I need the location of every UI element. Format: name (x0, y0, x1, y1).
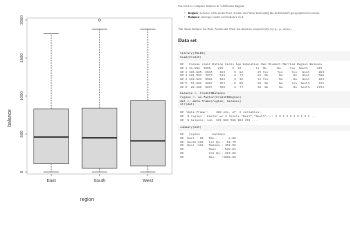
output-lines-2 (180, 111, 348, 122)
code-lines-2 (180, 92, 348, 107)
code-line: ## 6 80.180 8047 569 4 77 10 No No No South 1151 (180, 85, 325, 89)
code-line: ## East : 99 Min. : 0.00 (180, 136, 240, 140)
x-tick-label: South (93, 178, 106, 183)
output-lines-1 (180, 63, 348, 90)
code-line: head(Credit) (180, 55, 202, 59)
box-iqr (34, 109, 69, 164)
document-page (178, 0, 350, 206)
y-tick-label: 1500 (19, 53, 24, 63)
code-line: ## 3 104.593 7075 514 4 71 11 No No No West 580 (180, 74, 325, 78)
code-line: ## $ region : Factor w/ 3 levels "East","South",..: 2 3 3 3 2 3 2 2 3 1 ... (180, 114, 317, 118)
y-tick-label: 500 (19, 130, 24, 138)
code-line: summary(dat) (180, 126, 202, 129)
code-line: ## 1 14.891 3606 283 2 34 11 No No Yes South 333 (180, 66, 323, 70)
box-iqr (130, 101, 165, 166)
code-line: ## South:199 1st Qu.: 68.75 (180, 140, 240, 144)
y-tick-label: 0 (19, 170, 24, 174)
section-heading-data-set: Data set (178, 38, 197, 44)
code-lines-1 (180, 52, 348, 60)
x-tick-label: East (46, 178, 56, 183)
code-line: ## $ balance: num 333 903 580 964 331 ... (180, 118, 258, 122)
output-block-1 (178, 62, 350, 91)
y-tick-label: 2000 (19, 15, 24, 25)
boxplot-chart (0, 0, 175, 206)
box-west (130, 29, 165, 172)
bullet-region-text: : A factor with levels East, South, and West indicating the individual's geographical location. (197, 11, 320, 15)
output-block-3 (178, 132, 350, 161)
variable-list (184, 11, 344, 19)
x-axis-label: region (80, 197, 94, 203)
code-line: str(dat) (180, 103, 195, 107)
code-line: ## 4 148.924 9504 681 3 36 11 Yes No No West 964 (180, 78, 325, 82)
output-lines-3 (180, 133, 348, 160)
y-tick-label: 1000 (19, 91, 24, 101)
code-line: library(ISLR2) (180, 52, 206, 55)
code-line: balance <- Credit$Balance (180, 92, 226, 95)
outlier-point (98, 19, 100, 21)
bullet-balance (184, 15, 344, 19)
code-block-2 (178, 91, 350, 108)
bullet-region-term: Region (188, 11, 198, 15)
boxplot-figure (0, 0, 175, 206)
code-block-3 (178, 125, 350, 131)
code-line: ## Max. :1999.00 (180, 155, 240, 159)
code-line: ## 'data.frame': 400 obs. of 2 variables: (180, 111, 262, 114)
code-line: dat <- data.frame(region, balance) (180, 99, 242, 103)
code-line: ## Mean : 520.01 (180, 148, 240, 152)
box-east (34, 34, 69, 172)
x-tick-label: West (142, 178, 154, 183)
code-line: ## 3rd Qu.: 863.00 (180, 151, 240, 155)
code-lines-3 (180, 126, 348, 130)
code-line: region <- as.factor(Credit$Region) (180, 95, 242, 99)
means-paragraph: The mean balance for East, South and West are denoted, respectively, by μ₁, μ₂ and μ₃. (178, 27, 293, 31)
code-block-1 (178, 51, 350, 61)
y-axis-label: balance (7, 109, 13, 127)
code-line: ## 2 106.025 6645 483 3 82 15 Yes Yes Yes West 903 (180, 70, 325, 74)
code-line: ## Income Limit Rating Cards Age Education Own Student Married Region Balance (180, 63, 323, 66)
bullet-balance-term: Balance (188, 15, 200, 20)
code-line: ## region balance (180, 133, 236, 136)
output-block-2 (178, 110, 350, 123)
bullet-balance-text: : Average credit card balance in $. (199, 15, 245, 20)
code-line: ## West :102 Median : 459.50 (180, 144, 240, 148)
intro-paragraph: We wish to compare balance in 3 different Region. (178, 4, 245, 8)
box-south (82, 19, 117, 172)
code-line: ## 5 55.882 4897 357 2 68 16 No No Yes South 331 (180, 81, 325, 85)
